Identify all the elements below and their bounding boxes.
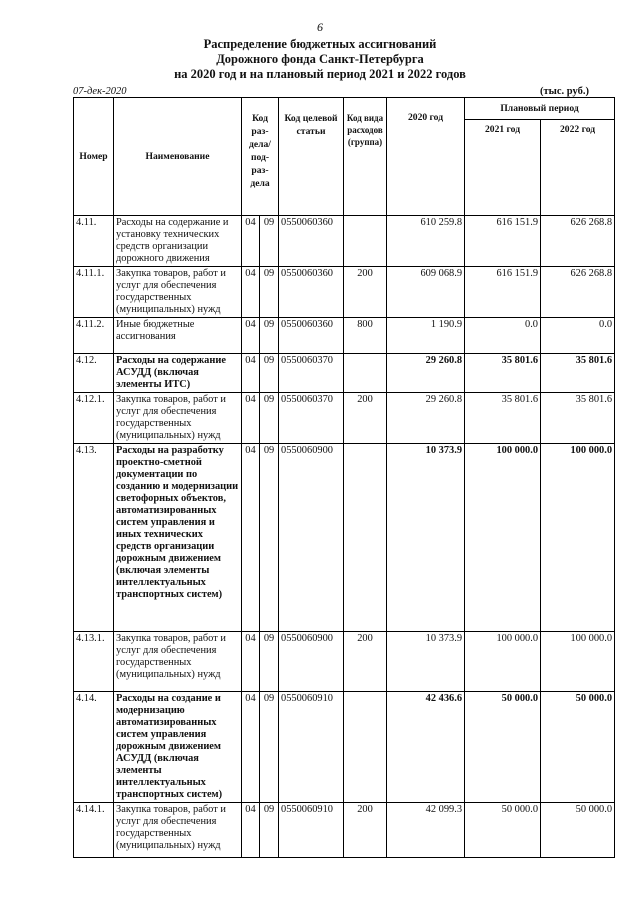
document-title: [0, 37, 640, 82]
row-value-2022: 100 000.0: [541, 632, 615, 692]
header-name: Наименование: [114, 98, 242, 216]
title-line: Распределение бюджетных ассигнований: [203, 37, 437, 51]
row-target-code: 0550060910: [279, 803, 344, 858]
row-name: Расходы на создание и модернизацию автоматизированных систем управления дорожным движением АСУДД (включая элементы интеллектуальных транспортных систем): [114, 692, 242, 803]
header-2020: 2020 год: [387, 98, 465, 216]
row-value-2022: 100 000.0: [541, 444, 615, 632]
row-subsection: 09: [260, 216, 279, 267]
table-row: [74, 267, 615, 318]
row-name: Расходы на содержание АСУДД (включая элементы ИТС): [114, 354, 242, 393]
row-name: Закупка товаров, работ и услуг для обеспечения государственных (муниципальных) нужд: [114, 803, 242, 858]
row-value-2020: 29 260.8: [387, 393, 465, 444]
row-number: 4.11.: [74, 216, 114, 267]
header-section: Код раз-дела/ под-раз-дела: [242, 98, 279, 216]
row-expense-code: [344, 216, 387, 267]
row-expense-code: 800: [344, 318, 387, 354]
row-section: 04: [242, 632, 260, 692]
row-name: Закупка товаров, работ и услуг для обеспечения государственных (муниципальных) нужд: [114, 267, 242, 318]
row-name: Закупка товаров, работ и услуг для обеспечения государственных (муниципальных) нужд: [114, 393, 242, 444]
row-section: 04: [242, 444, 260, 632]
row-expense-code: 200: [344, 632, 387, 692]
table-row: [74, 444, 615, 632]
row-value-2022: 50 000.0: [541, 692, 615, 803]
row-value-2020: 1 190.9: [387, 318, 465, 354]
row-subsection: 09: [260, 318, 279, 354]
row-value-2021: 100 000.0: [465, 444, 541, 632]
row-number: 4.13.: [74, 444, 114, 632]
row-target-code: 0550060910: [279, 692, 344, 803]
header-2021: 2021 год: [465, 120, 541, 216]
row-number: 4.14.: [74, 692, 114, 803]
row-target-code: 0550060360: [279, 318, 344, 354]
row-name: Расходы на содержание и установку технических средств организации дорожного движения: [114, 216, 242, 267]
document-date: 07-дек-2020: [73, 86, 127, 97]
row-expense-code: 200: [344, 393, 387, 444]
row-value-2022: 35 801.6: [541, 354, 615, 393]
units-label: (тыс. руб.): [540, 86, 589, 97]
title-line: Дорожного фонда Санкт-Петербурга: [216, 52, 424, 66]
row-value-2021: 50 000.0: [465, 692, 541, 803]
table-row: [74, 393, 615, 444]
row-value-2021: 0.0: [465, 318, 541, 354]
header-2022: 2022 год: [541, 120, 615, 216]
row-number: 4.12.1.: [74, 393, 114, 444]
row-target-code: 0550060370: [279, 354, 344, 393]
table-row: [74, 354, 615, 393]
row-target-code: 0550060900: [279, 632, 344, 692]
table-row: [74, 632, 615, 692]
header-target: Код целевой статьи: [279, 98, 344, 216]
row-section: 04: [242, 692, 260, 803]
row-section: 04: [242, 393, 260, 444]
row-value-2020: 42 099.3: [387, 803, 465, 858]
header-expense: Код вида расходов (группа): [344, 98, 387, 216]
row-value-2020: 29 260.8: [387, 354, 465, 393]
row-section: 04: [242, 216, 260, 267]
row-subsection: 09: [260, 354, 279, 393]
row-section: 04: [242, 267, 260, 318]
title-line: на 2020 год и на плановый период 2021 и 2022 годов: [174, 67, 466, 81]
row-value-2021: 50 000.0: [465, 803, 541, 858]
row-value-2020: 610 259.8: [387, 216, 465, 267]
row-section: 04: [242, 318, 260, 354]
header-planned: Плановый период: [465, 98, 615, 120]
row-value-2022: 50 000.0: [541, 803, 615, 858]
row-expense-code: 200: [344, 803, 387, 858]
row-value-2021: 616 151.9: [465, 267, 541, 318]
row-number: 4.13.1.: [74, 632, 114, 692]
row-number: 4.12.: [74, 354, 114, 393]
row-number: 4.11.1.: [74, 267, 114, 318]
row-subsection: 09: [260, 393, 279, 444]
row-expense-code: [344, 444, 387, 632]
row-subsection: 09: [260, 632, 279, 692]
row-target-code: 0550060360: [279, 216, 344, 267]
row-value-2020: 609 068.9: [387, 267, 465, 318]
header-number: Номер: [74, 98, 114, 216]
row-target-code: 0550060360: [279, 267, 344, 318]
row-value-2021: 35 801.6: [465, 354, 541, 393]
row-value-2021: 100 000.0: [465, 632, 541, 692]
row-value-2021: 35 801.6: [465, 393, 541, 444]
row-target-code: 0550060900: [279, 444, 344, 632]
row-subsection: 09: [260, 444, 279, 632]
row-value-2021: 616 151.9: [465, 216, 541, 267]
page-number: 6: [317, 20, 323, 34]
table-row: [74, 803, 615, 858]
row-value-2020: 10 373.9: [387, 632, 465, 692]
row-number: 4.14.1.: [74, 803, 114, 858]
table-row: [74, 692, 615, 803]
row-value-2022: 35 801.6: [541, 393, 615, 444]
budget-table: [73, 97, 615, 858]
row-section: 04: [242, 803, 260, 858]
row-value-2022: 0.0: [541, 318, 615, 354]
row-name: Иные бюджетные ассигнования: [114, 318, 242, 354]
row-value-2022: 626 268.8: [541, 216, 615, 267]
row-value-2020: 10 373.9: [387, 444, 465, 632]
row-name: Расходы на разработку проектно-сметной документации по созданию и модернизации светофорных объектов, автоматизированных систем управления и иных технических средств организации дорожным движением (включая элементы интеллектуальных транспортных систем): [114, 444, 242, 632]
row-expense-code: [344, 354, 387, 393]
row-value-2022: 626 268.8: [541, 267, 615, 318]
row-value-2020: 42 436.6: [387, 692, 465, 803]
row-subsection: 09: [260, 267, 279, 318]
row-number: 4.11.2.: [74, 318, 114, 354]
row-target-code: 0550060370: [279, 393, 344, 444]
table-row: [74, 318, 615, 354]
row-subsection: 09: [260, 692, 279, 803]
row-name: Закупка товаров, работ и услуг для обеспечения государственных (муниципальных) нужд: [114, 632, 242, 692]
row-section: 04: [242, 354, 260, 393]
row-expense-code: 200: [344, 267, 387, 318]
table-row: [74, 216, 615, 267]
row-subsection: 09: [260, 803, 279, 858]
row-expense-code: [344, 692, 387, 803]
